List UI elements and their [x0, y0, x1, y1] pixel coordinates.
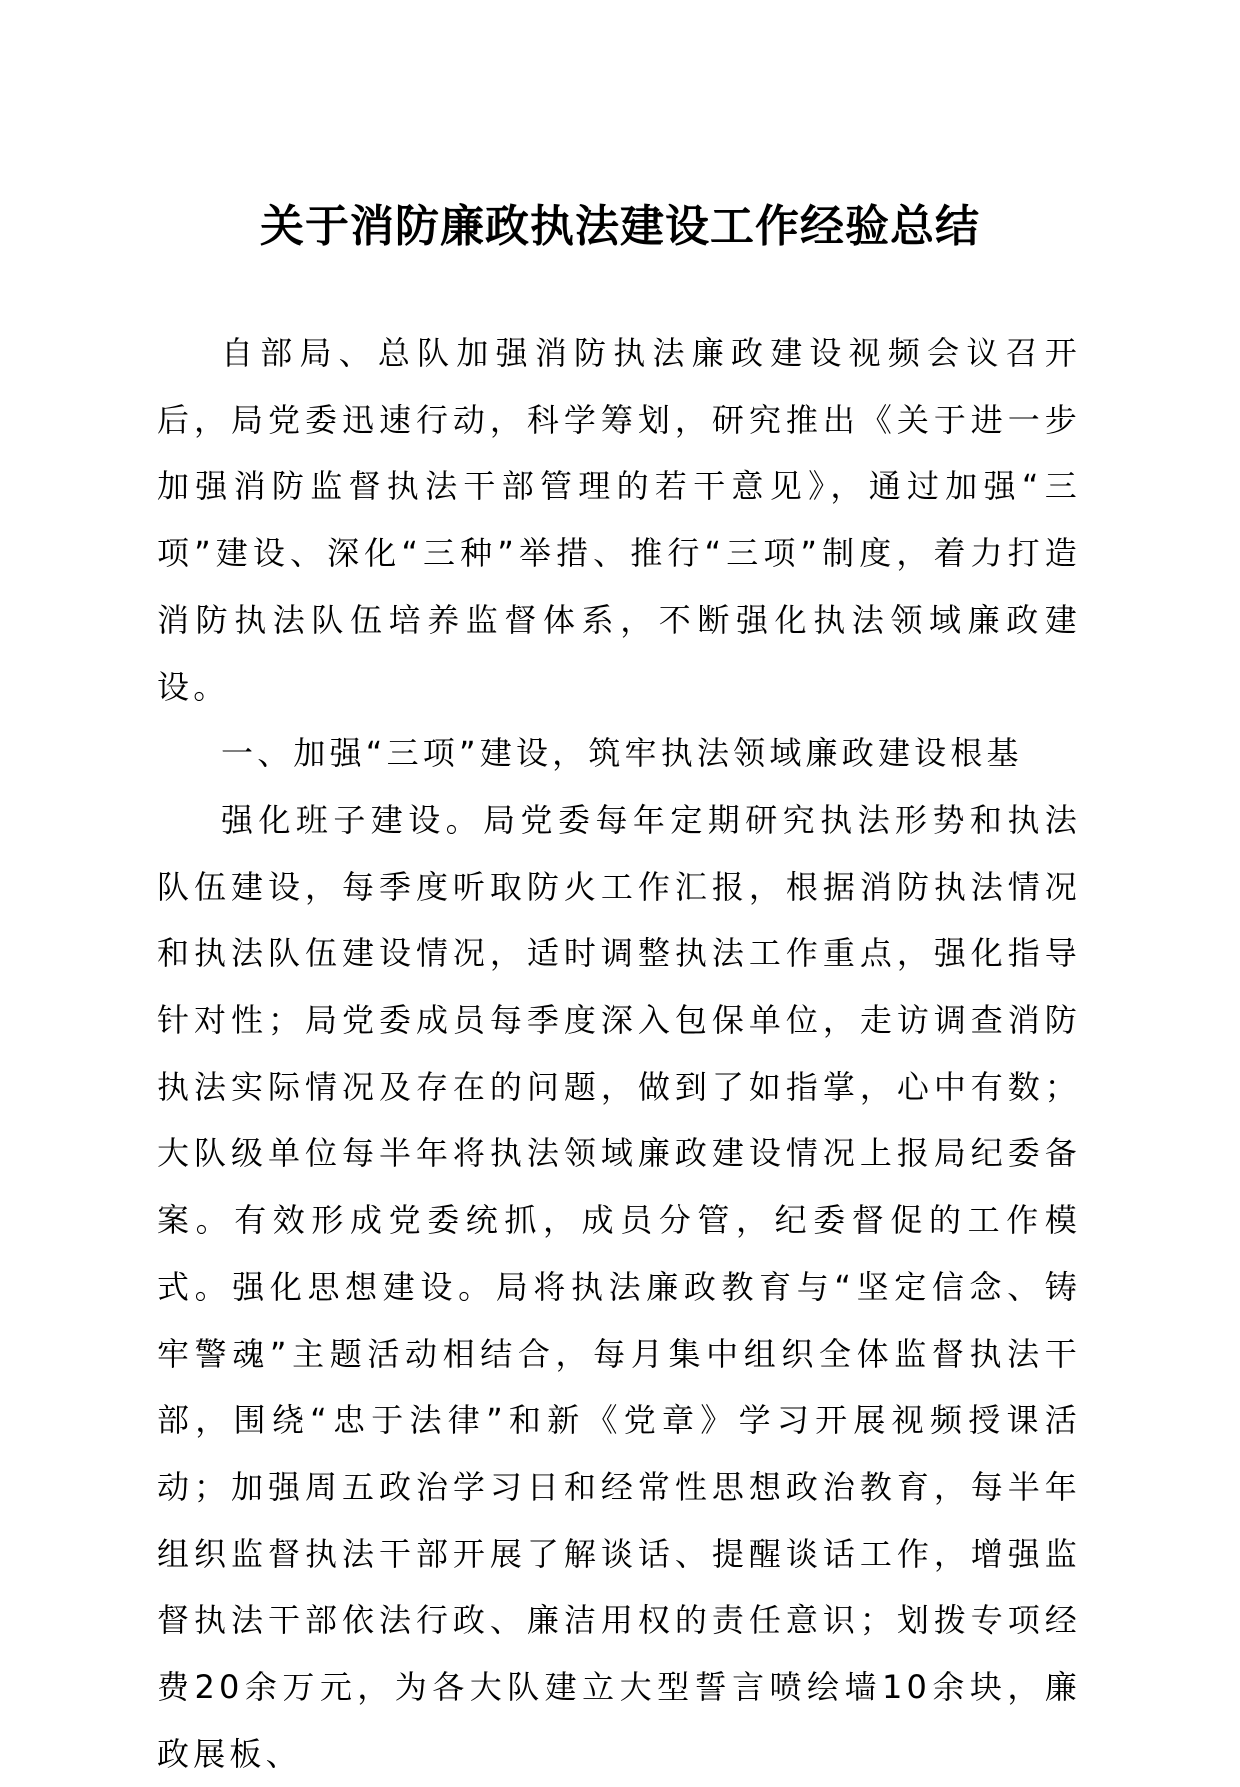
- document-title: 关于消防廉政执法建设工作经验总结: [260, 201, 980, 252]
- body-paragraph: 强化班子建设。局党委每年定期研究执法形势和执法队伍建设，每季度听取防火工作汇报，根据消防执法情况和执法队伍建设情况，适时调整执法工作重点，强化指导针对性；局党委成员每季度深入包保单位，走访调查消防执法实际情况及存在的问题，做到了如指掌，心中有数；大队级单位每半年将执法领域廉政建设情况上报局纪委备案。有效形成党委统抓，成员分管，纪委督促的工作模式。强化思想建设。局将执法廉政教育与“坚定信念、铸牢警魂”主题活动相结合，每月集中组织全体监督执法干部，围绕“忠于法律”和新《党章》学习开展视频授课活动；加强周五政治学习日和经常性思想政治教育，每半年组织监督执法干部开展了解谈话、提醒谈话工作，增强监督执法干部依法行政、廉洁用权的责任意识；划拨专项经费20余万元，为各大队建立大型誓言喷绘墙10余块，廉政展板、: [157, 800, 1081, 1773]
- intro-paragraph: 自部局、总队加强消防执法廉政建设视频会议召开后，局党委迅速行动，科学筹划，研究推出《关于进一步加强消防监督执法干部管理的若干意见》，通过加强“三项”建设、深化“三种”举措、推行“三项”制度，着力打造消防执法队伍培养监督体系，不断强化执法领域廉政建设。: [157, 334, 1081, 706]
- section-heading-1: 一、加强“三项”建设，筑牢执法领域廉政建设根基: [221, 734, 1023, 773]
- document-body: [157, 320, 1081, 1787]
